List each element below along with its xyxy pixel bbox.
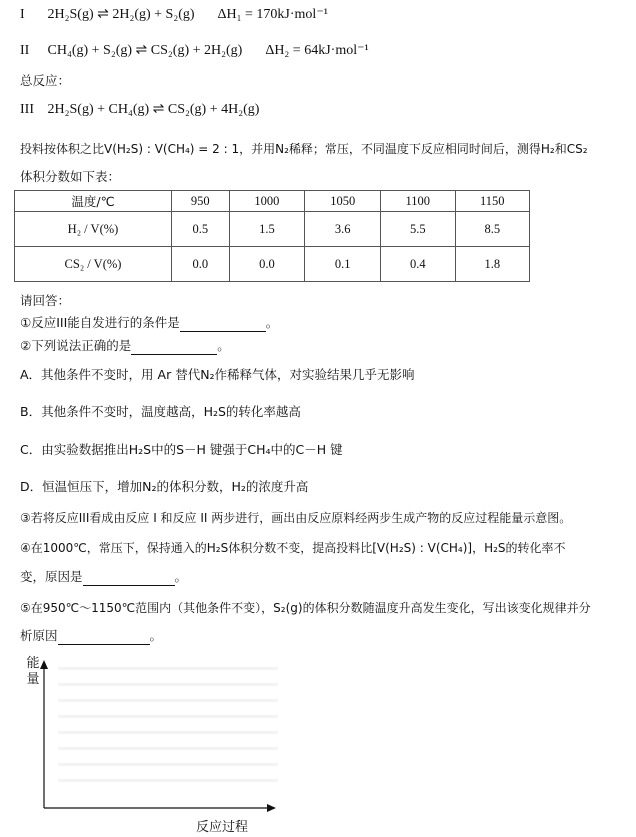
table-cell: 0.1: [305, 247, 381, 282]
x-axis-arrow: [267, 804, 276, 812]
please-answer: 请回答：: [20, 293, 71, 308]
question-2: [20, 337, 230, 355]
table-row: [15, 247, 530, 282]
question-1: [20, 314, 278, 332]
axes-svg: [18, 656, 278, 832]
table-cell: 0.5: [172, 212, 230, 247]
answer-blank[interactable]: [58, 630, 150, 645]
table-header-cell: 950: [172, 191, 230, 212]
answer-blank[interactable]: [131, 340, 217, 355]
intro-line-1: 投料按体积之比V(H₂S) : V(CH₄) = 2 : 1，并用N₂稀释；常压，不同温度下反应相同时间后，测得H₂和CS₂: [20, 142, 588, 156]
table-cell: 3.6: [305, 212, 381, 247]
table-header-cell: 1150: [455, 191, 529, 212]
y-axis-label: 能量: [26, 656, 40, 687]
table-cell: 1.8: [455, 247, 529, 282]
y-axis-arrow: [40, 660, 48, 669]
option-d: D．恒温恒压下，增加N₂的体积分数，H₂的浓度升高: [20, 479, 309, 494]
table-header-row: [15, 191, 530, 212]
question-text: ①反应III能自发进行的条件是: [20, 315, 180, 330]
question-end: 。: [149, 628, 163, 643]
table-cell: 1.5: [229, 212, 305, 247]
option-a: A．其他条件不变时，用 Ar 替代N₂作稀释气体，对实验结果几乎无影响: [20, 367, 415, 382]
intro-line-2: 体积分数如下表：: [20, 169, 121, 184]
question-5-line-2: [20, 627, 162, 645]
reaction-number: III: [20, 102, 34, 117]
reaction-enthalpy: ΔH₂ = 64kJ·mol⁻¹: [265, 43, 369, 58]
question-text: 变，原因是: [20, 569, 83, 584]
table-cell: 0.0: [172, 247, 230, 282]
reaction-enthalpy: ΔH₁ = 170kJ·mol⁻¹: [217, 7, 328, 22]
total-reaction-label: 总反应：: [20, 73, 71, 88]
table-cell: 0.4: [381, 247, 455, 282]
table-row-label: CS₂ / V(%): [15, 247, 172, 282]
reaction-equation: 2H₂S(g) + CH₄(g) ⇌ CS₂(g) + 4H₂(g): [47, 102, 260, 117]
table-header-cell: 1100: [381, 191, 455, 212]
reaction-iii: [20, 101, 259, 119]
reaction-i: [20, 6, 328, 24]
table-row: [15, 212, 530, 247]
question-5-line-1: ⑤在950℃～1150℃范围内（其他条件不变），S₂(g)的体积分数随温度升高发生变化，写出该变化规律并分: [20, 601, 591, 615]
option-c: C．由实验数据推出H₂S中的S－H 键强于CH₄中的C－H 键: [20, 442, 343, 457]
table-header-cell: 1000: [229, 191, 305, 212]
reaction-equation: CH₄(g) + S₂(g) ⇌ CS₂(g) + 2H₂(g): [47, 43, 243, 58]
question-4-line-1: ④在1000℃，常压下，保持通入的H₂S体积分数不变，提高投料比[V(H₂S) : V(CH₄)]，H₂S的转化率不: [20, 541, 566, 555]
question-end: 。: [174, 569, 188, 584]
table-cell: 0.0: [229, 247, 305, 282]
table-row-label: H₂ / V(%): [15, 212, 172, 247]
table-cell: 5.5: [381, 212, 455, 247]
answer-blank[interactable]: [83, 571, 175, 586]
reaction-ii: [20, 42, 369, 60]
reaction-equation: 2H₂S(g) ⇌ 2H₂(g) + S₂(g): [47, 7, 195, 22]
question-text: ②下列说法正确的是: [20, 338, 132, 353]
data-table: [14, 190, 530, 282]
energy-diagram: [18, 656, 278, 835]
table-header-cell: 温度/℃: [15, 191, 172, 212]
question-3: ③若将反应III看成由反应 I 和反应 II 两步进行，画出由反应原料经两步生成产物的反应过程能量示意图。: [20, 511, 572, 525]
x-axis-label: 反应过程: [196, 820, 249, 835]
option-b: B．其他条件不变时，温度越高，H₂S的转化率越高: [20, 404, 301, 419]
question-text: 析原因: [20, 628, 58, 643]
table-cell: 8.5: [455, 212, 529, 247]
table-header-cell: 1050: [305, 191, 381, 212]
question-4-line-2: [20, 568, 187, 586]
reaction-number: I: [20, 7, 25, 22]
reaction-number: II: [20, 43, 30, 58]
question-end: 。: [217, 338, 230, 353]
answer-blank[interactable]: [180, 317, 266, 332]
question-end: 。: [265, 315, 279, 330]
